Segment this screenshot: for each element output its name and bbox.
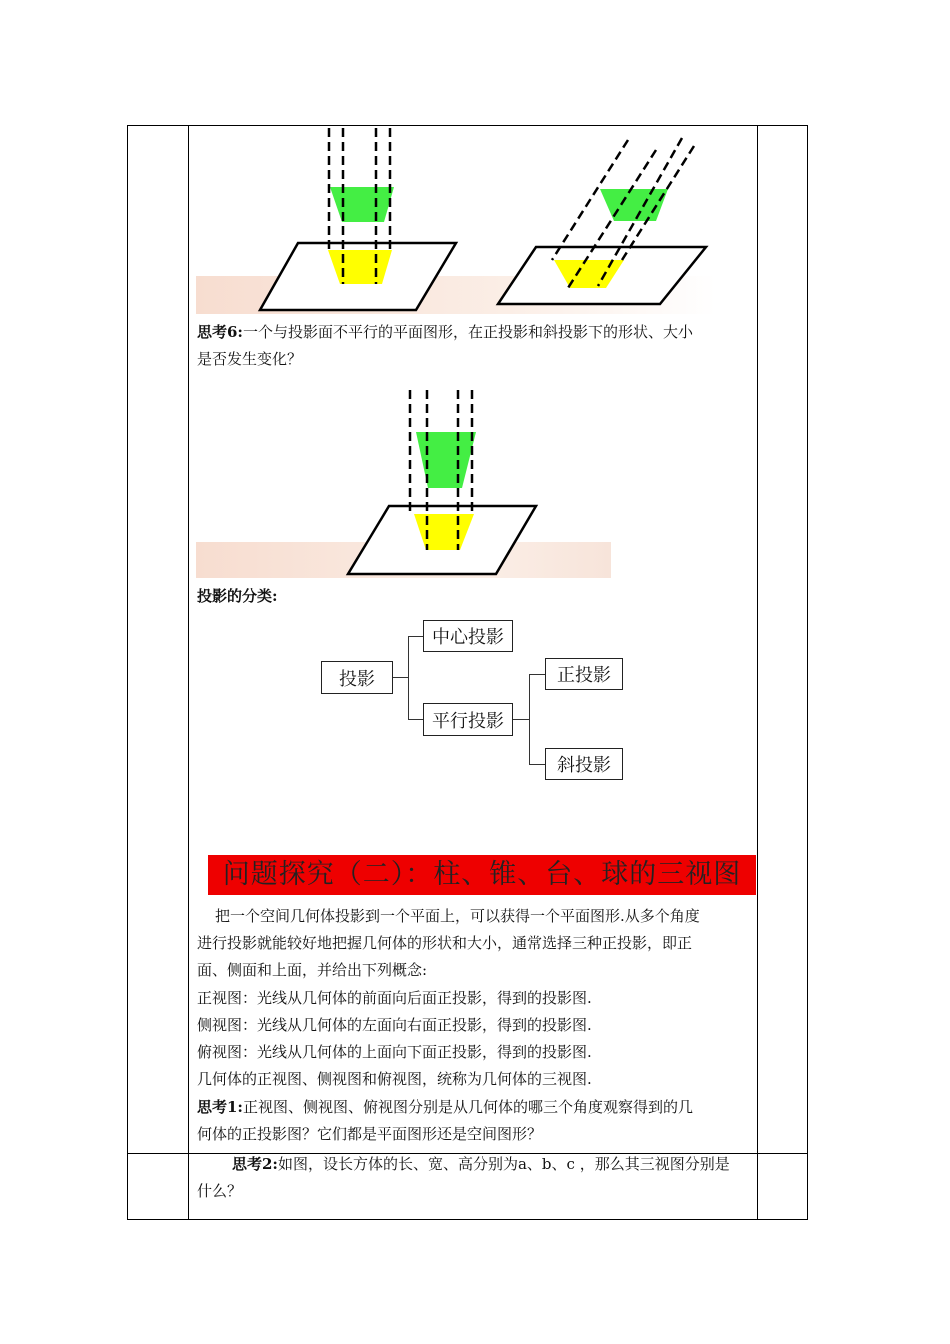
think6-label: 思考6:	[197, 323, 243, 341]
tree-node-parallel: 平行投影	[423, 703, 513, 736]
tree-connector	[408, 636, 409, 720]
tree-connector	[529, 674, 530, 764]
think2-line2: 什么？	[197, 1182, 243, 1200]
tree-connector	[393, 677, 408, 678]
tree-connector	[529, 764, 545, 765]
table-col-divider-2	[757, 125, 758, 1220]
tree-node-central: 中心投影	[423, 620, 513, 652]
definition-top-view: 俯视图：光线从几何体的上面向下面正投影，得到的投影图.	[197, 1043, 592, 1061]
definition-front-view: 正视图：光线从几何体的前面向后面正投影，得到的投影图.	[197, 989, 592, 1007]
definition-side-view: 侧视图：光线从几何体的左面向右面正投影，得到的投影图.	[197, 1016, 592, 1034]
projection-figure-middle	[196, 388, 616, 580]
table-left-border	[127, 125, 128, 1220]
tree-node-oblique: 斜投影	[545, 748, 623, 780]
think1-text: 正视图、侧视图、俯视图分别是从几何体的哪三个角度观察得到的几	[242, 1098, 693, 1116]
classification-heading: 投影的分类:	[197, 587, 278, 605]
think6-line2: 是否发生变化？	[197, 350, 303, 368]
think2-line1	[232, 1151, 730, 1177]
think1-label: 思考1:	[197, 1098, 243, 1116]
tree-node-orthographic: 正投影	[545, 658, 623, 690]
tree-connector	[513, 719, 529, 720]
intro-line2: 进行投影就能较好地把握几何体的形状和大小，通常选择三种正投影，即正	[197, 934, 693, 952]
intro-line1: 把一个空间几何体投影到一个平面上，可以获得一个平面图形.从多个角度	[215, 907, 700, 925]
tree-connector	[529, 674, 545, 675]
green-trapezoid	[330, 187, 394, 222]
think2-label: 思考2:	[232, 1155, 278, 1173]
green-trapezoid	[416, 432, 476, 488]
projection-figure-top	[196, 126, 716, 316]
think6-text: 一个与投影面不平行的平面图形，在正投影和斜投影下的形状、大小	[242, 323, 693, 341]
green-trapezoid-oblique	[600, 189, 668, 221]
table-bottom-border	[127, 1219, 808, 1220]
tree-node-root: 投影	[321, 661, 393, 694]
section-banner: 问题探究（二）：柱、锥、台、球的三视图	[208, 855, 756, 895]
tree-connector	[408, 636, 423, 637]
think1-line1	[197, 1094, 693, 1120]
think1-line2: 何体的正投影图？它们都是平面图形还是空间图形？	[197, 1125, 543, 1143]
think2-text: 如图，设长方体的长、宽、高分别为a、b、c ，那么其三视图分别是	[277, 1155, 730, 1173]
intro-line3: 面、侧面和上面，并给出下列概念:	[197, 961, 428, 979]
table-right-border	[807, 125, 808, 1220]
definition-three-views: 几何体的正视图、侧视图和俯视图，统称为几何体的三视图.	[197, 1070, 592, 1088]
think6-line1	[197, 319, 693, 345]
table-col-divider-1	[188, 125, 189, 1220]
tree-connector	[408, 719, 423, 720]
